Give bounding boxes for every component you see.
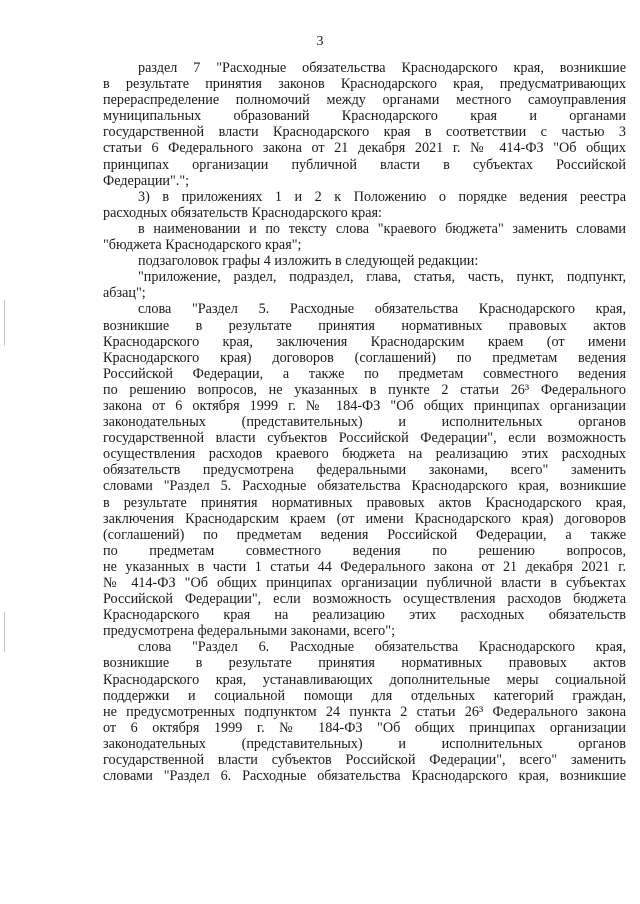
text-line: Российской Федерации", если возможность осуществления расходов бюджета [103,591,626,608]
scan-edge-mark [4,612,5,652]
text-line: перераспределение полномочий между органами местного самоуправления [103,92,626,109]
text-line: возникшие в результате принятия нормативных правовых актов [103,655,626,672]
text-line: Российской Федерации, а также по предметам совместного ведения [103,365,626,382]
text-line: по решению вопросов, не указанных в пункте 2 статьи 26³ Федерального [103,381,626,398]
text-line: абзац"; [103,285,146,302]
text-line: подзаголовок графы 4 изложить в следующей редакции: [138,253,479,270]
text-line: статьи 6 Федерального закона от 21 декабря 2021 г. № 414-ФЗ "Об общих [103,140,626,157]
text-line: в наименовании и по тексту слова "краевого бюджета" заменить словами [138,220,626,237]
text-line: словами "Раздел 5. Расходные обязательства Краснодарского края, возникшие [103,478,626,495]
text-line: слова "Раздел 5. Расходные обязательства Краснодарского края, [138,301,626,318]
text-line: от 6 октября 1999 г. № 184-ФЗ "Об общих принципах организации [103,719,626,736]
text-line: в результате принятия нормативных правовых актов Краснодарского края, [103,494,626,511]
text-line: муниципальных образований Краснодарского края и органами [103,108,626,125]
text-line: Федерации"."; [103,172,190,189]
text-line: принципах организации публичной власти в субъектах Российской [103,156,626,173]
text-line: расходных обязательств Краснодарского края: [103,204,382,221]
text-line: не указанных в части 1 статьи 44 Федерального закона от 21 декабря 2021 г. [103,558,626,575]
text-line: в результате принятия законов Краснодарского края, предусматривающих [103,76,626,93]
text-line: государственной власти субъектов Российской Федерации", если возможность [103,430,626,447]
text-line: 3) в приложениях 1 и 2 к Положению о порядке ведения реестра [138,188,626,205]
text-line: Краснодарского края, заключения Краснодарским краем (от имени [103,333,626,350]
text-line: законодательных (представительных) и исполнительных органов [103,414,626,431]
scan-edge-mark [4,300,5,346]
text-line: по предметам совместного ведения по решению вопросов, [103,542,626,559]
text-line: слова "Раздел 6. Расходные обязательства Краснодарского края, [138,639,626,656]
text-line: "приложение, раздел, подраздел, глава, статья, часть, пункт, подпункт, [138,269,626,286]
text-line: Краснодарского края на реализацию этих расходных обязательств [103,607,626,624]
text-line: предусмотрена федеральными законами, всего"; [103,623,396,640]
text-line: обязательств предусмотрена федеральными законами, всего" заменить [103,462,626,479]
text-line: государственной власти Краснодарского края в соответствии с частью 3 [103,124,626,141]
text-line: раздел 7 "Расходные обязательства Краснодарского края, возникшие [138,60,626,76]
text-line: не предусмотренных подпунктом 24 пункта 2 статьи 26³ Федерального закона [103,703,626,720]
text-line: (соглашений) по предметам ведения Российской Федерации, а также [103,526,626,543]
text-line: законодательных (представительных) и исполнительных органов [103,735,626,752]
document-body [103,60,626,784]
text-line: поддержки и социальной помощи для отдельных категорий граждан, [103,687,626,704]
text-line: Краснодарского края, устанавливающих дополнительные меры социальной [103,671,626,688]
text-line: закона от 6 октября 1999 г. № 184-ФЗ "Об общих принципах организации [103,397,626,414]
text-line: осуществления расходов краевого бюджета на реализацию этих расходных [103,446,626,463]
text-line: словами "Раздел 6. Расходные обязательства Краснодарского края, возникшие [103,768,626,785]
text-line: Краснодарского края) договоров (соглашений) по предметам ведения [103,349,626,366]
text-line: № 414-ФЗ "Об общих принципах организации публичной власти в субъектах [103,575,626,591]
text-line: заключения Краснодарским краем (от имени Краснодарского края) договоров [103,510,626,527]
text-line: возникшие в результате принятия нормативных правовых актов [103,317,626,334]
text-line: "бюджета Краснодарского края"; [103,237,302,254]
page-number: 3 [316,34,324,49]
text-line: государственной власти субъектов Российской Федерации", всего" заменить [103,752,626,769]
